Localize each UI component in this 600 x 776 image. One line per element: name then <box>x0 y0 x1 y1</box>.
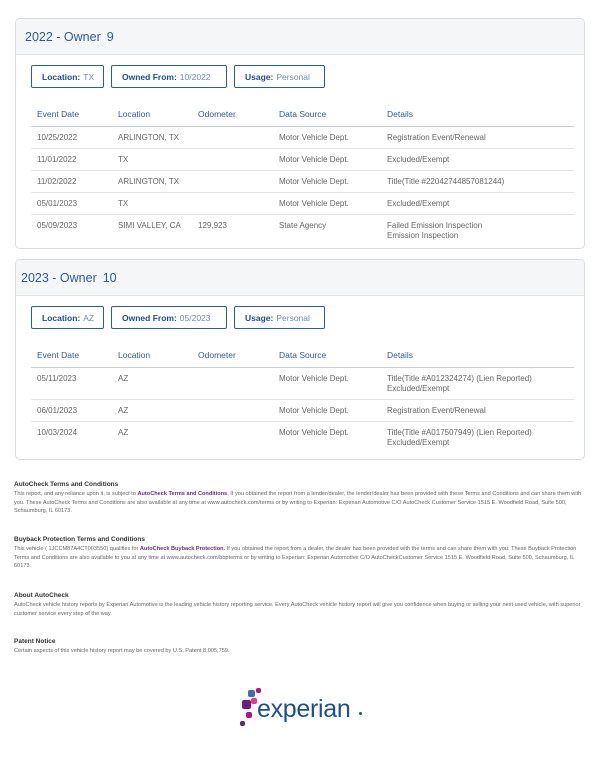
event-location: AZ <box>112 399 192 421</box>
event-location: SIMI VALLEY, CA <box>118 220 181 230</box>
event-date: 11/01/2022 <box>31 148 112 170</box>
col-location: Location <box>112 102 192 126</box>
patent-heading: Patent Notice <box>14 638 56 645</box>
event-details: Excluded/Exempt <box>381 192 574 214</box>
col-data-source: Data Source <box>273 343 381 367</box>
owned-from-chip: Owned From: 10/2022 <box>111 65 227 88</box>
table-row <box>31 148 574 170</box>
table-header-row <box>31 343 574 367</box>
event-location: AZ <box>112 367 192 399</box>
owner-chips <box>31 306 325 329</box>
event-odometer <box>192 170 273 192</box>
events-table <box>31 102 574 246</box>
location-chip: Location: AZ <box>31 306 104 329</box>
terms-section <box>14 481 586 516</box>
event-odometer <box>192 367 273 399</box>
owner-title: 2022 - Owner 9 <box>25 29 114 44</box>
logo-dot <box>256 688 261 693</box>
buyback-heading: Buyback Protection Terms and Conditions <box>14 536 145 543</box>
table-header-row <box>31 102 574 126</box>
event-details: Title(Title #22042744857081244) <box>381 170 574 192</box>
owner-header <box>16 19 584 55</box>
event-odometer: 129,923 <box>198 220 227 230</box>
col-location: Location <box>112 343 192 367</box>
col-data-source: Data Source <box>273 102 381 126</box>
col-details: Details <box>381 343 574 367</box>
buyback-link[interactable]: AutoCheck Buyback Protection. <box>139 546 226 552</box>
event-location: ARLINGTON, TX <box>112 170 192 192</box>
patent-text: Certain aspects of this vehicle history report may be covered by U.S. Patent 8,005,759. <box>14 648 230 654</box>
event-odometer <box>192 192 273 214</box>
event-source: Motor Vehicle Dept. <box>273 148 381 170</box>
table-row <box>31 367 574 399</box>
event-odometer <box>192 126 273 148</box>
event-details: Excluded/Exempt <box>381 148 574 170</box>
event-location: ARLINGTON, TX <box>112 126 192 148</box>
owner-card-9 <box>15 18 585 249</box>
event-details: Registration Event/Renewal <box>381 126 574 148</box>
event-source: State Agency <box>279 220 327 230</box>
event-date: 05/11/2023 <box>31 367 112 399</box>
usage-chip: Usage: Personal <box>234 306 325 329</box>
event-source: Motor Vehicle Dept. <box>273 399 381 421</box>
event-date: 10/25/2022 <box>31 126 112 148</box>
event-location: TX <box>112 192 192 214</box>
logo-dot <box>246 712 252 718</box>
event-date: 05/01/2023 <box>31 192 112 214</box>
event-details: Title(Title #A012324274) (Lien Reported) Excluded/Exempt <box>381 367 574 399</box>
event-source: Motor Vehicle Dept. <box>273 126 381 148</box>
buyback-text: This vehicle ( 1JCCM87A4CT003550) qualifies for AutoCheck Buyback Protection. If you obtained the report from a dealer, the dealer has been provided with the terms and can share them with you. These Buyback Protection Terms and Conditions are also available to you at any time at www.autocheck.com/bbpterms or by writing to Experian: Experian Automotive C/O AutoCheckCustomer Service 1515 E. Woodfield Road, Suite 500, Schaumburg, IL 60173. <box>14 546 577 570</box>
table-row <box>31 192 574 214</box>
col-event-date: Event Date <box>31 343 112 367</box>
event-date: 05/09/2023 <box>37 220 78 230</box>
owner-title: 2023 - Owner 10 <box>21 270 117 285</box>
owner-card-10 <box>15 259 585 460</box>
experian-logo <box>240 685 370 735</box>
logo-dot <box>240 721 245 726</box>
table-row <box>31 126 574 148</box>
event-details: Failed Emission Inspection Emission Inspection <box>387 220 483 240</box>
terms-text: This report, and any reliance upon it, is subject to AutoCheck Terms and Conditions. If you obtained the report from a lender/dealer, the lender/dealer has been provided with these Terms and Conditions and can share them with you. These AutoCheck Terms and Conditions are also available at any time at www.autocheck.com/terms or by writing to Experian: Experian Automotive C/O AutoCheck Customer Service 1515 E. Woodfield Road, Suite 500, Schaumburg, IL 60173. <box>14 491 582 515</box>
event-details: Registration Event/Renewal <box>381 399 574 421</box>
events-table <box>31 343 574 453</box>
location-chip: Location: TX <box>31 65 104 88</box>
event-source: Motor Vehicle Dept. <box>273 170 381 192</box>
event-source: Motor Vehicle Dept. <box>273 192 381 214</box>
about-section <box>14 592 586 618</box>
logo-period <box>359 712 362 715</box>
col-event-date: Event Date <box>31 102 112 126</box>
event-source: Motor Vehicle Dept. <box>279 427 349 437</box>
table-row <box>31 399 574 421</box>
col-odometer: Odometer <box>192 102 273 126</box>
about-text: AutoCheck vehicle history reports by Experian Automotive is the leading vehicle history reporting service. Every AutoCheck vehicle history report will give you confidence when buying or selling your next used vehicle, with superior customer service every step of the way. <box>14 602 581 617</box>
event-location: AZ <box>118 427 129 437</box>
logo-wordmark: experian <box>257 695 351 723</box>
table-row <box>31 170 574 192</box>
logo-dot <box>242 700 251 709</box>
event-odometer <box>192 148 273 170</box>
col-details: Details <box>381 102 574 126</box>
event-date: 11/02/2022 <box>31 170 112 192</box>
event-odometer <box>192 421 273 453</box>
event-details: Title(Title #A017507949) (Lien Reported) Excluded/Exempt <box>387 427 532 447</box>
event-date: 10/03/2024 <box>37 427 78 437</box>
about-heading: About AutoCheck <box>14 592 69 599</box>
usage-chip: Usage: Personal <box>234 65 325 88</box>
buyback-section <box>14 536 586 571</box>
table-row <box>31 421 574 453</box>
event-date: 06/01/2023 <box>31 399 112 421</box>
owner-header <box>16 260 584 296</box>
event-odometer <box>192 399 273 421</box>
table-row <box>31 214 574 246</box>
patent-section <box>14 638 586 656</box>
terms-heading: AutoCheck Terms and Conditions <box>14 481 119 488</box>
terms-link[interactable]: AutoCheck Terms and Conditions <box>137 491 228 497</box>
owner-chips <box>31 65 325 88</box>
logo-dot <box>248 690 255 697</box>
event-source: Motor Vehicle Dept. <box>273 367 381 399</box>
col-odometer: Odometer <box>192 343 273 367</box>
owned-from-chip: Owned From: 05/2023 <box>111 306 227 329</box>
event-location: TX <box>112 148 192 170</box>
